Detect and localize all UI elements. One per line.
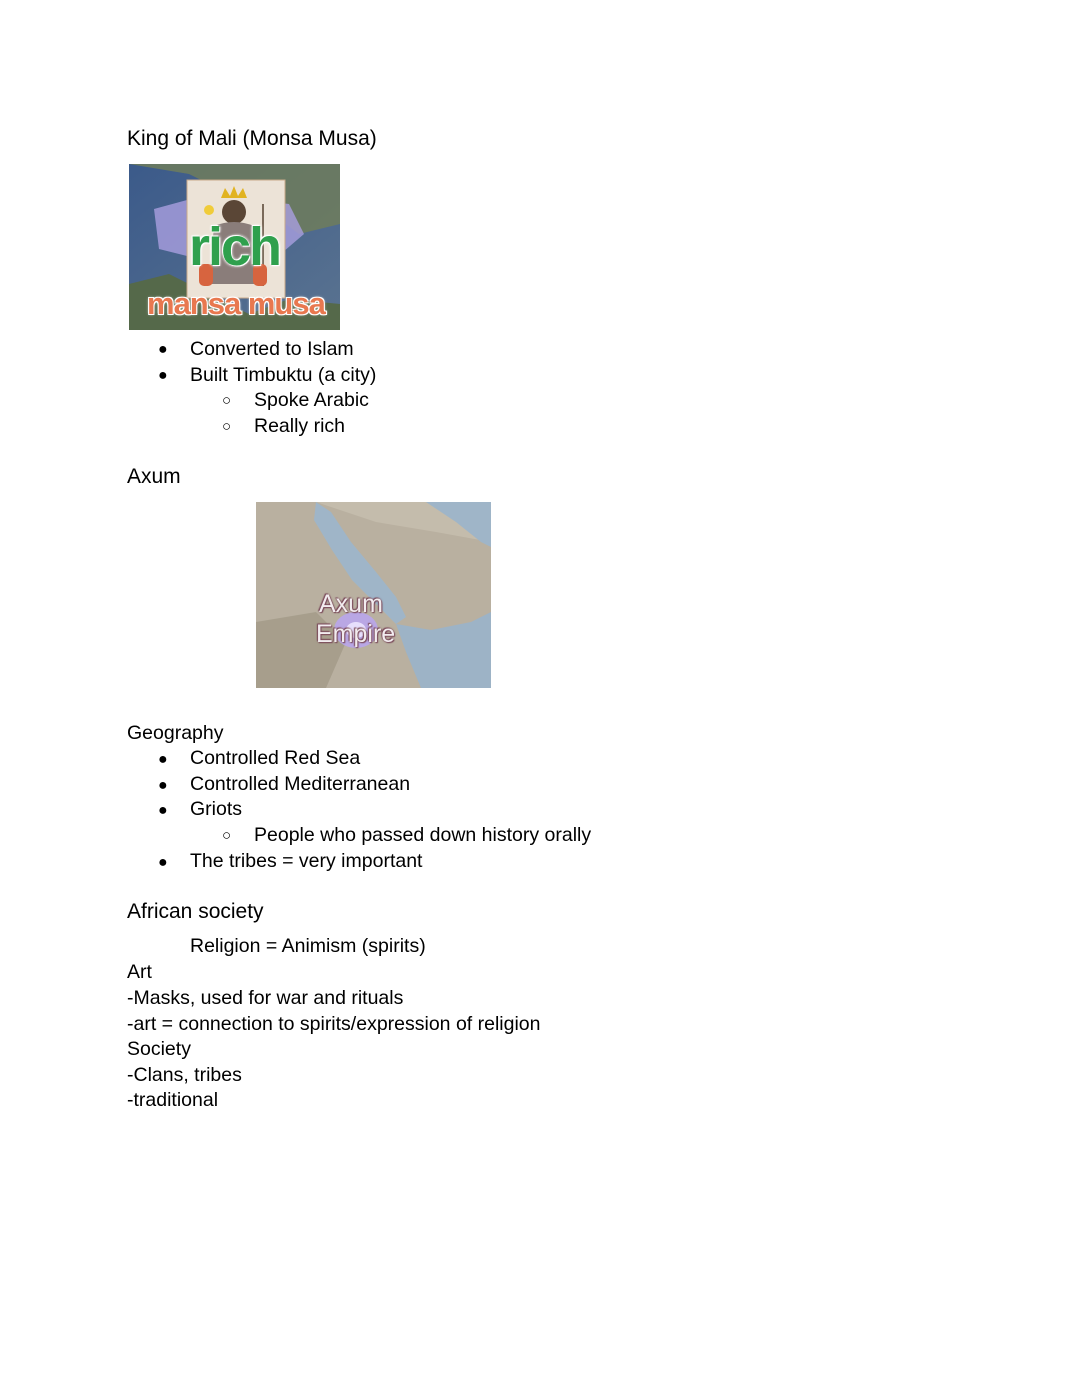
text-line: -Clans, tribes xyxy=(127,1064,242,1086)
heading-axum: Axum xyxy=(127,465,181,488)
text-line: Art xyxy=(127,961,152,983)
axum-map-image xyxy=(256,502,491,688)
bullet-icon: ● xyxy=(158,777,168,794)
text-line: -art = connection to spirits/expression of religion xyxy=(127,1013,541,1035)
image-caption-mansa-musa: mansa musa xyxy=(147,286,325,321)
list-item: Griots xyxy=(190,798,243,820)
map-label-axum: Axum xyxy=(319,590,383,618)
list-item: Controlled Mediterranean xyxy=(190,773,411,795)
bullet-icon: ● xyxy=(158,751,168,768)
list-item: Built Timbuktu (a city) xyxy=(190,364,377,386)
list-item: The tribes = very important xyxy=(190,850,423,872)
text-line: Society xyxy=(127,1038,191,1060)
sub-list-item: Spoke Arabic xyxy=(254,389,369,411)
text-line: -traditional xyxy=(127,1089,219,1111)
text-line: -Masks, used for war and rituals xyxy=(127,987,404,1009)
mansa-musa-image xyxy=(129,164,340,330)
image-word-rich: rich xyxy=(189,217,281,277)
religion-line: Religion = Animism (spirits) xyxy=(190,935,426,957)
list-item: Converted to Islam xyxy=(190,338,354,360)
sub-list-item: Really rich xyxy=(254,415,346,437)
bullet-icon: ● xyxy=(158,802,168,819)
bullet-icon: ● xyxy=(158,367,168,384)
sub-bullet-icon: ○ xyxy=(222,392,232,409)
sub-bullet-icon: ○ xyxy=(222,827,232,844)
bullet-icon: ● xyxy=(158,854,168,871)
heading-mali: King of Mali (Monsa Musa) xyxy=(127,127,377,150)
bullet-icon: ● xyxy=(158,341,168,358)
sub-list-item: People who passed down history orally xyxy=(254,824,592,846)
map-label-empire: Empire xyxy=(316,620,396,648)
list-item: Controlled Red Sea xyxy=(190,747,361,769)
heading-african-society: African society xyxy=(127,900,264,923)
sub-bullet-icon: ○ xyxy=(222,418,232,435)
heading-geography: Geography xyxy=(127,722,224,744)
